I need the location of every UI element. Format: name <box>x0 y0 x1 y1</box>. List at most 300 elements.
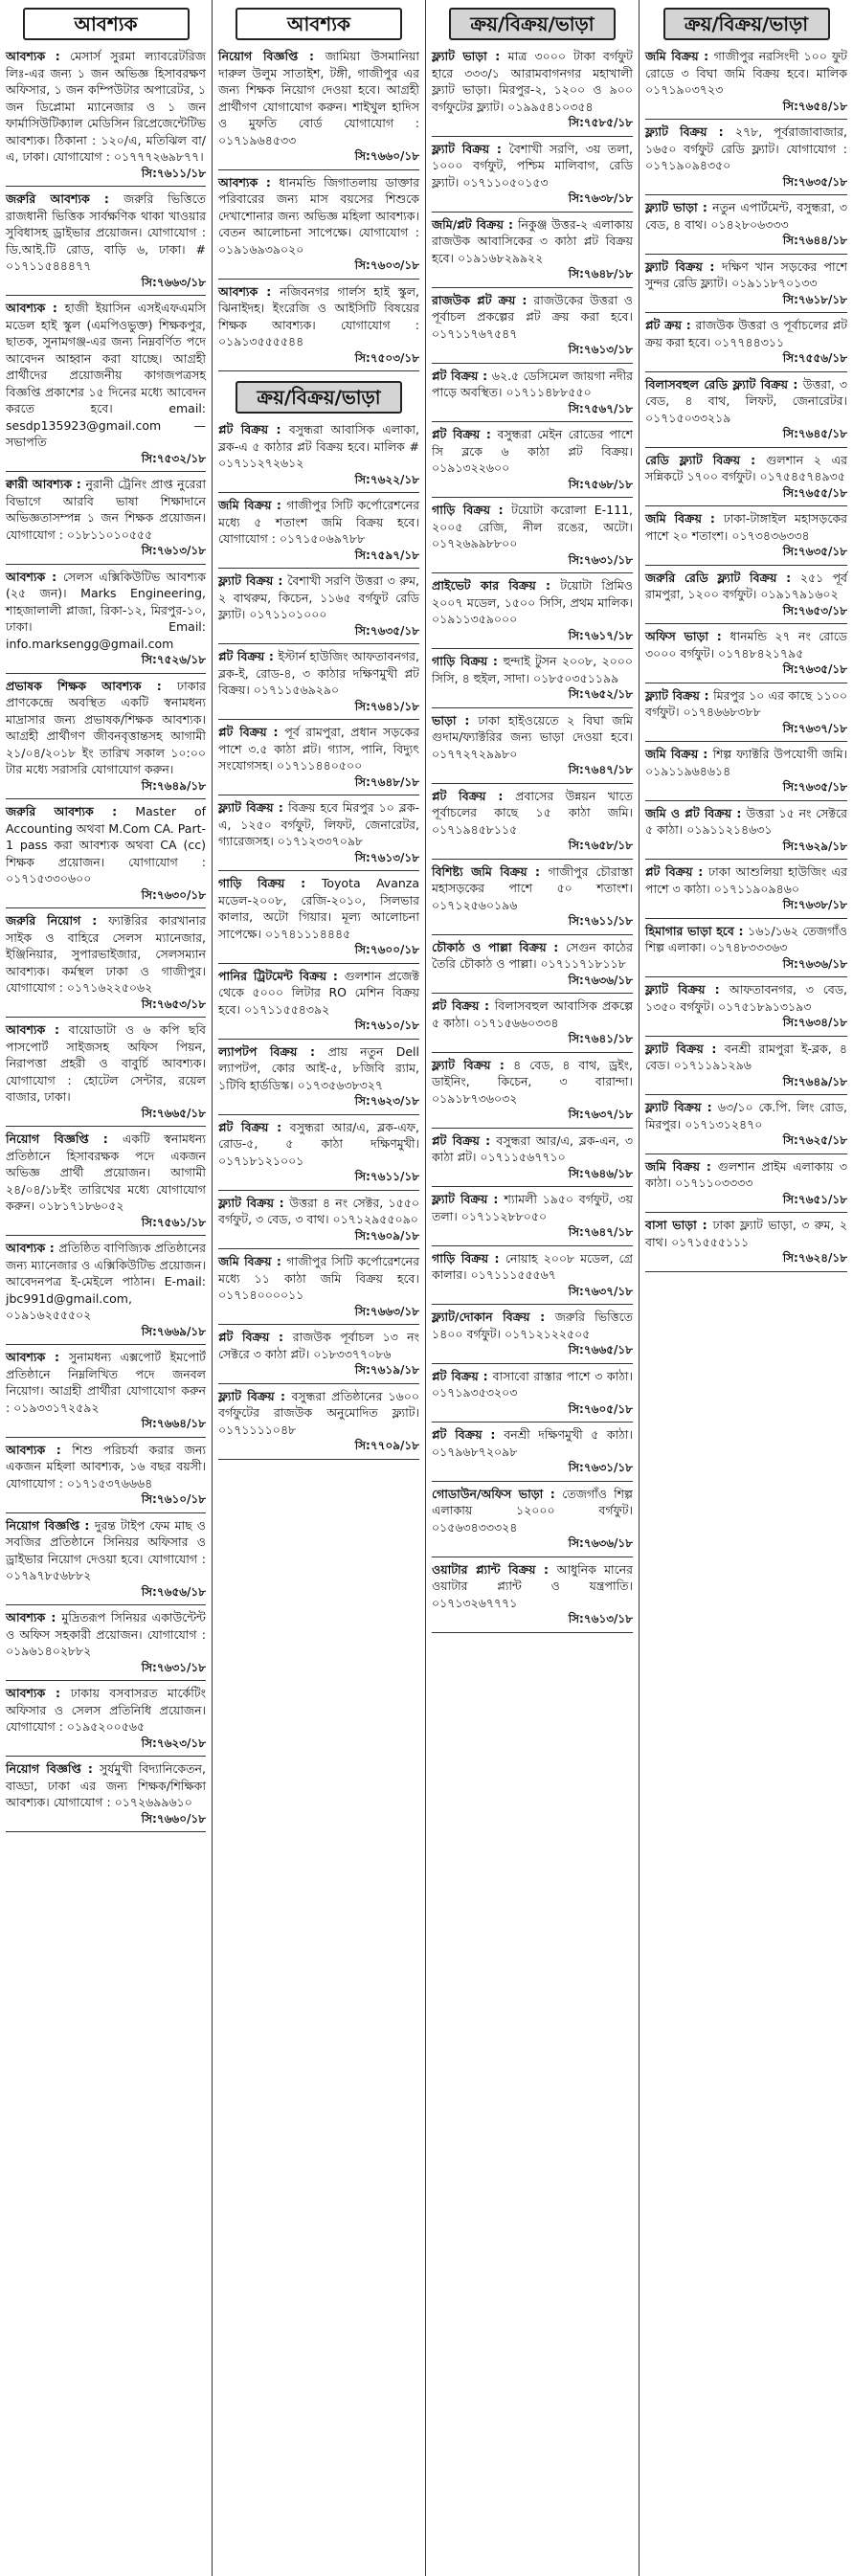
ad-reference-code: সি:৭৬০০/১৮ <box>354 943 419 956</box>
ad-divider <box>6 1437 206 1438</box>
ad-heading: গাড়ি বিক্রয় : <box>432 503 512 517</box>
ad-heading: জমি বিক্রয় : <box>645 49 714 63</box>
ad-heading: প্লট বিক্রয় : <box>218 725 285 739</box>
ad-reference-code: সি:৭৬৩১/১৮ <box>141 1660 206 1674</box>
ad-reference-code: সি:৭৬১৭/১৮ <box>568 628 633 642</box>
classified-ad <box>6 1685 206 1752</box>
ad-heading: প্রাইভেট কার বিক্রয় : <box>432 578 561 593</box>
ad-body: রাজউক পূর্বাচল ১৩ নং সেক্টরে ৩ কাঠা প্লট। ০১৮৩৩৭৭০৮৬ <box>218 1330 420 1361</box>
ad-divider <box>6 907 206 908</box>
ad-heading: রাজউক প্লট ক্রয় : <box>432 292 534 307</box>
ad-body: বিলাসবহুল আবাসিক প্রকল্পে ৫ কাঠা। ০১৭১৫৬৬০৩৩৪ <box>432 998 633 1030</box>
classified-ad <box>432 1486 633 1553</box>
ad-divider <box>218 568 419 569</box>
ad-heading: বিশিষ্ট্য জমি বিক্রয় : <box>432 863 549 879</box>
classified-ad <box>218 1195 419 1245</box>
ad-body: নিকুঞ্জ উত্তর-২ এলাকায় রাজউক আবাসিকের ৩ কাঠা প্লট বিক্রয় হবে। ০১৯১৬৮২৯৯২২ <box>432 216 633 265</box>
ad-body: হাজী ইয়াসিন এসইএফএমসি মডেল হাই স্কুল (এমপিওভুক্ত) শিক্ষকপুর, ছাতক, সুনামগঞ্জ-এর জন্য নিম্নবর্ণিত পদে আবেদন আহ্বান করা যাচ্ছে। আগ্রহী প্রার্থীদের প্রয়োজনীয় কাগজপত্রসহ বিজ্ঞপ্তি প্রকাশের ১৫ দিনের মধ্যে আবেদন করতে হবে। email: sesdp135923@gmail.com —সভাপতি <box>6 301 206 449</box>
classified-ad <box>432 1368 633 1419</box>
ad-divider <box>432 1304 633 1305</box>
ad-body: মিরপুর ১০ এর কাছে ১১০০ বর্গফুট। ০১৭৪৬৬৮৩৮৮ <box>645 687 847 719</box>
ad-divider <box>645 859 847 860</box>
ad-heading: আবশ্যক : <box>6 49 71 63</box>
section-header-wanted: আবশ্যক <box>23 8 190 40</box>
ad-divider <box>218 1459 419 1460</box>
ad-heading: অফিস ভাড়া : <box>645 629 730 643</box>
ad-divider <box>645 505 847 506</box>
classified-ad <box>218 1253 419 1320</box>
ad-heading: গাড়ি বিক্রয় : <box>218 876 322 890</box>
ad-heading: ফ্ল্যাট বিক্রয় : <box>218 800 289 815</box>
ad-reference-code: সি:৭৬৬০/১৮ <box>354 149 419 163</box>
ad-heading: ফ্ল্যাট বিক্রয় : <box>218 573 288 588</box>
ad-heading: আবশ্যক : <box>218 174 280 190</box>
ad-divider <box>645 741 847 742</box>
section-header-wanted: আবশ্যক <box>236 8 402 40</box>
ad-reference-code: সি:৭৬৫৮/১৮ <box>568 839 633 852</box>
ad-divider <box>432 1363 633 1364</box>
classified-ad <box>432 1250 633 1301</box>
classified-ad <box>218 648 419 715</box>
classified-ad <box>432 788 633 855</box>
ad-heading: নিয়োগ বিজ্ঞপ্তি : <box>6 1131 123 1146</box>
section-header-buy-sell-rent: ক্রয়/বিক্রয়/ভাড়া <box>449 8 616 40</box>
classified-ad <box>6 190 206 291</box>
classified-ad <box>645 628 847 679</box>
ad-heading: প্লট ক্রয় : <box>645 318 696 332</box>
ad-heading: জরুরি নিয়োগ : <box>6 913 109 928</box>
ad-body: তেজগাঁও শিল্প এলাকায় ১২০০০ বর্গফুট। ০১৫৬৩৪৩৩৩২৪ <box>432 1486 633 1534</box>
ad-divider <box>218 719 419 720</box>
ad-divider <box>645 312 847 313</box>
ad-reference-code: সি:৭৬২৩/১৮ <box>354 1094 419 1108</box>
classified-ad <box>432 712 633 779</box>
ad-reference-code: সি:৭৫২৬/১৮ <box>141 653 206 666</box>
ad-body: নতুন এপার্টমেন্ট, বসুন্ধরা, ৩ বেড, ৪ বাথ। ০১৪২৮০৬৩৩৩ <box>645 200 848 232</box>
ad-heading: প্লট বিক্রয় : <box>432 427 498 441</box>
classified-ad <box>432 1132 633 1183</box>
ad-reference-code: সি:৭৬৩৪/১৮ <box>782 1016 847 1029</box>
ad-divider <box>645 371 847 372</box>
classified-ad <box>645 746 847 796</box>
ad-body: শিল্প ফ্যাক্টরি উপযোগী জমি। ০১৯১১৯৬৪৬১৪ <box>645 747 847 778</box>
ad-heading: জমি বিক্রয় : <box>218 1254 287 1268</box>
ad-reference-code: সি:৭৬৩৮/১৮ <box>568 191 633 205</box>
classified-ad <box>645 1099 847 1150</box>
ad-reference-code: সি:৭৫৬৭/১৮ <box>568 401 633 415</box>
classified-ad <box>432 1426 633 1477</box>
ad-body: ১৬১/১৬২ তেজগাঁও শিল্প এলাকা। ০১৭৪৮৩৩৩৬৩ <box>645 923 847 954</box>
ad-body: গুলশান প্রাইম এলাকায় ৩ কাঠা। ০১৭১১০৩৩৩৩ <box>645 1158 847 1190</box>
ad-body: গুলশান প্রজেক্ট থেকে ৫০০০ লিটার RO মেশিন বিক্রয় হবে। ০১৭১১৫৫৪৩৯২ <box>218 968 420 1017</box>
classified-ad <box>645 452 847 503</box>
ad-reference-code: সি:৭৬৪১/১৮ <box>568 1032 633 1045</box>
ad-body: আধুনিক মানের ওয়াটার প্ল্যান্ট ও যন্ত্রপাতি। ০১৭১৩২৬৭৭৭১ <box>432 1561 633 1610</box>
classified-ad <box>6 1760 206 1827</box>
ad-heading: ফ্ল্যাট ভাড়া : <box>432 49 508 63</box>
ad-divider <box>6 1512 206 1513</box>
ad-divider <box>6 564 206 565</box>
ad-body: সেগুন কাঠের তৈরি চৌকাঠ ও পাল্লা। ০১৭১১৭১৮১১৮ <box>432 939 633 971</box>
classified-ad <box>218 1119 419 1186</box>
ad-reference-code: সি:৭৬৩৫/১৮ <box>782 780 847 794</box>
ad-heading: ফ্ল্যাট বিক্রয় : <box>432 1192 505 1206</box>
ad-reference-code: সি:৭৬৩৬/১৮ <box>568 1536 633 1550</box>
ad-body: টয়োটা করোলা E-111, ২০০৫ রেজি, নীল রঙের, অটো। ০১৭২৬৯৯৮৮০০ <box>432 503 633 550</box>
ad-heading: বিলাসবহুল রেডি ফ্ল্যাট বিক্রয় : <box>645 376 803 392</box>
ad-divider <box>645 1036 847 1037</box>
ad-divider <box>6 1344 206 1345</box>
classified-ad <box>432 1057 633 1124</box>
ad-body: সেলস এক্সিকিউটিভ আবশ্যক (২৫ জন)। Marks Engineering, শাহজালালী প্লাজা, রিকা-১২, মিরপুর-১০, ঢাকা। Email: info.marksengg@gmail.com <box>6 569 206 651</box>
ad-divider <box>432 497 633 498</box>
ad-divider <box>432 859 633 860</box>
ad-heading: প্লট বিক্রয় : <box>432 788 516 803</box>
ad-divider <box>6 798 206 799</box>
ad-divider <box>645 254 847 255</box>
ad-divider <box>432 136 633 137</box>
ad-divider <box>645 194 847 195</box>
ad-divider <box>6 1017 206 1018</box>
ad-heading: আবশ্যক : <box>6 1241 59 1255</box>
ad-divider <box>432 572 633 573</box>
classified-ad <box>218 421 419 488</box>
ad-reference-code: সি:৭৬৩০/১৮ <box>141 887 206 902</box>
ad-list-col2-top <box>218 48 419 371</box>
ad-divider <box>645 976 847 977</box>
classified-ad <box>432 1309 633 1359</box>
ad-divider <box>645 565 847 566</box>
ad-reference-code: সি:৭৬২৪/১৮ <box>782 1251 847 1265</box>
ad-heading: জরুরি রেডি ফ্ল্যাট বিক্রয় : <box>645 570 800 585</box>
ad-divider <box>218 870 419 871</box>
classified-ad <box>645 48 847 115</box>
ad-reference-code: সি:৭৬৫৩/১৮ <box>782 603 847 617</box>
classified-ad <box>218 1043 419 1110</box>
section-header-buy-sell-rent: ক্রয়/বিক্রয়/ভাড়া <box>236 381 402 414</box>
ad-reference-code: সি:৭৬০৯/১৮ <box>354 1228 419 1243</box>
classified-ad <box>218 799 419 866</box>
ad-heading: গাড়ি বিক্রয় : <box>432 1250 505 1266</box>
ad-divider <box>6 673 206 674</box>
classified-ad <box>645 317 847 368</box>
ad-heading: জরুরি আবশ্যক : <box>6 804 136 818</box>
ad-heading: প্লট বিক্রয় : <box>432 368 492 383</box>
ad-list-col2-bottom <box>218 421 419 1460</box>
ad-body: বনশ্রী দক্ষিণমুখী ৫ কাঠা। ০১৭৯৬৮৭২০৯৮ <box>432 1427 633 1459</box>
ad-body: জরুরি ভিত্তিতে ১৪০০ বর্গফুট। ০১৭১২১২২৫০৫ <box>432 1310 633 1341</box>
classified-ad <box>432 502 633 569</box>
column-4 <box>640 0 853 2576</box>
ad-heading: ফ্ল্যাট বিক্রয় : <box>645 258 722 274</box>
classified-ad <box>645 258 847 309</box>
ad-body: বায়োডাটা ও ৬ কপি ছবি পাসপোর্ট সাইজসহ অফিস পিয়ন, নিরাপত্তা প্রহরী ও বাবুর্চি আবশ্যক। যোগাযোগ : হোটেল সেন্টার, রয়েল বাজার, ঢাকা। <box>6 1022 206 1104</box>
ad-divider <box>645 918 847 919</box>
ad-reference-code: সি:৭৬৩৭/১৮ <box>568 1108 633 1121</box>
ad-reference-code: সি:৭৬১১/১৮ <box>568 914 633 928</box>
ad-body: শিশু পরিচর্যা করার জন্য একজন মহিলা আবশ্যক, ১৬ বছর বয়সী। যোগাযোগ : ০১৭১৫৩৭৬৬৬৪ <box>6 1442 206 1490</box>
ad-body: জামিয়া উসমানিয়া দারুল উলুম সাতাইশ, টঙ্গী, গাজীপুর এর জন্য শিক্ষক নিয়োগ দেওয়া হবে। আগ্রহী প্রার্থীগণ যোগাযোগ করুন। শাইখুল হাদিস ও মুফতি বোর্ড যোগাযোগ : ০১৭১৯৬৪৫৩৩ <box>218 49 419 147</box>
ad-body: প্রতিষ্ঠিত বাণিজ্যিক প্রতিষ্ঠানের জন্য ম্যানেজার ও এক্সিকিউটিভ প্রয়োজন। আবেদনপত্র ই-মেইলে পাঠান। E-mail: jbc991d@gmail.com, ০১৯১৬২৫৫৫০২ <box>6 1241 206 1322</box>
classified-ad <box>432 577 633 644</box>
ad-reference-code: সি:৭৬১১/১৮ <box>141 166 206 180</box>
ad-reference-code: সি:৭৬৫৬/১৮ <box>141 1584 206 1599</box>
classified-ad <box>6 803 206 904</box>
ad-divider <box>6 1831 206 1832</box>
ad-reference-code: সি:৭৬২২/১৮ <box>354 472 419 486</box>
ad-reference-code: সি:৭৬২৯/১৮ <box>782 839 847 853</box>
ad-body: রাজউক উত্তরা ও পূর্বাচলের প্লট ক্রয় করা হবে। ০১৭৭৪৪৩১১ <box>645 318 848 349</box>
ad-list-col3 <box>432 48 633 1633</box>
ad-body: বনশ্রী রামপুরা ই-ব্লক, ৪ বেড। ০১৭১১৯১২৯৬ <box>645 1041 847 1072</box>
ad-reference-code: সি:৭৬৩৫/১৮ <box>354 623 419 638</box>
ad-reference-code: সি:৭৬৬৯/১৮ <box>141 1324 206 1338</box>
ad-heading: আবশ্যক : <box>218 283 281 299</box>
ad-body: একটি স্বনামধন্য প্রতিষ্ঠানে হিসাবরক্ষক পদে একজন অভিজ্ঞ প্রার্থী প্রয়োজন। আগামী ২৪/০৪/১৮ইং তারিখের মধ্যে যোগাযোগ করুন। ০১৮১৭১৮৬০৫২ <box>6 1131 206 1213</box>
ad-reference-code: সি:৭৬৩৫/১৮ <box>782 545 847 558</box>
ad-body: নোয়াহ ২০০৮ মডেল, গ্রে কালার। ০১৭১১১৫৫৫৬৭ <box>432 1250 633 1282</box>
classified-ad <box>432 939 633 990</box>
ad-divider <box>432 1186 633 1187</box>
ad-divider <box>6 1235 206 1236</box>
ad-heading: রেডি ফ্ল্যাট বিক্রয় : <box>645 452 767 467</box>
ad-body: ঢাকা-টাঙ্গাইল মহাসড়কের পাশে ২০ শতাংশ। ০১৭৩৪৩৬৩৩৪ <box>645 511 847 543</box>
ad-heading: আবশ্যক : <box>6 1610 62 1624</box>
ad-heading: জমি বিক্রয় : <box>218 498 287 512</box>
ad-reference-code: সি:৭৬১০/১৮ <box>354 1019 419 1032</box>
classified-ad <box>645 1041 847 1091</box>
ad-divider <box>6 295 206 296</box>
ad-heading: জমি/প্লট বিক্রয় : <box>432 216 518 232</box>
ad-body: বসুন্ধরা প্রতিষ্ঠানের ১৬০০ বর্গফুটের রাজউক অনুমোদিত ফ্ল্যাট। ০১৭১১১১০৪৮ <box>218 1388 419 1437</box>
ad-divider <box>432 648 633 649</box>
ad-divider <box>6 471 206 472</box>
ad-reference-code: সি:৭৫০৩/১৮ <box>354 350 419 365</box>
classified-ad <box>645 1217 847 1267</box>
ad-heading: প্লট বিক্রয় : <box>218 1119 290 1134</box>
classified-ad <box>218 572 419 639</box>
classified-ad <box>6 476 206 560</box>
ad-divider <box>645 1271 847 1272</box>
ad-divider <box>432 1052 633 1053</box>
ad-reference-code: সি:৭৬৪৮/১৮ <box>354 774 419 789</box>
ad-divider <box>218 1039 419 1040</box>
ad-reference-code: সি:৭৬৩৭/১৮ <box>568 1284 633 1298</box>
ad-heading: পানির ট্রিটমেন্ট বিক্রয় : <box>218 968 345 983</box>
ad-body: ৪ বেড, ৪ বাথ, ড্রইং, ডাইনিং, কিচেন, ৩ বারান্দা। ০১৯১৮৭৩৬০৩২ <box>432 1057 633 1106</box>
classified-ad <box>218 1329 419 1379</box>
ad-reference-code: সি:৭৫৬১/১৮ <box>141 1215 206 1229</box>
ad-reference-code: সি:৭৬৪৪/১৮ <box>782 234 847 247</box>
ad-heading: আবশ্যক : <box>6 1442 73 1457</box>
ad-body: বসুন্ধরা আর/এ, ব্লক-এন, ৩ কাঠা প্লট। ০১৭১১৫৬৭৭১০ <box>432 1132 633 1164</box>
classified-ad <box>432 1191 633 1242</box>
ad-body: উত্তরা ১৫ নং সেক্টরে ৫ কাঠা। ০১৯১১২১৪৬৩১ <box>645 805 847 837</box>
ad-body: গাজীপুর চৌরাস্তা মহাসড়কের পাশে ৫০ শতাংশ। ০১৭১২৫৬০১৯৬ <box>432 863 633 912</box>
ad-heading: জমি বিক্রয় : <box>645 1158 718 1174</box>
ad-body: ঢাকায় বসবাসরত মার্কেটিং অফিসার ও সেলস প্রতিনিধি প্রয়োজন। যোগাযোগ : ০১৯৫২০০৫৬৫ <box>6 1686 206 1734</box>
ad-heading: আবশ্যক : <box>6 569 63 584</box>
ad-body: গুলশান ২ এর সন্নিকটে ১৭০০ বর্গফুট। ০১৭৫৪৫৭৪৯৩৫ <box>645 452 848 483</box>
ad-heading: জমি ও প্লট বিক্রয় : <box>645 805 747 820</box>
classified-ad <box>432 426 633 493</box>
classified-ad <box>6 912 206 1013</box>
ad-body: গাজীপুর সিটি কর্পোরেশনের মধ্যে ১১ কাঠা জমি বিক্রয় হবে। ০১৭১৪০০০০১১ <box>218 1254 420 1302</box>
ad-body: জরুরি ভিত্তিতে রাজধানী ভিত্তিক সার্বক্ষণিক থাকা খাওয়ার সুবিধাসহ ড্রাইভার প্রয়োজন। যোগাযোগ : ডি.আই.টি রোড, বাড়ি ৬, ঢাকা। # ০১৭১১৫৪৪৪৭৭ <box>6 191 206 273</box>
ad-heading: প্লট বিক্রয় : <box>432 1368 493 1383</box>
ad-heading: আবশ্যক : <box>6 301 65 315</box>
ad-heading: ফ্ল্যাট বিক্রয় : <box>218 1195 290 1210</box>
ad-body: টয়োটা প্রিমিও ২০০৭ মডেল, ১৫০০ সিসি, প্রথম মালিক। ০১৯১১৩৫৯০০০ <box>432 578 633 626</box>
ad-reference-code: সি:৭৬৪৭/১৮ <box>568 763 633 776</box>
ad-body: ঢাকা ফ্ল্যাট ভাড়া, ৩ রুম, ২ বাথ। ০১৭১৫৫৫১১১ <box>645 1218 847 1249</box>
ad-divider <box>432 707 633 708</box>
ad-reference-code: সি:৭৬১৩/১৮ <box>568 1612 633 1625</box>
column-1 <box>0 0 213 2576</box>
ad-heading: ল্যাপটপ বিক্রয় : <box>218 1043 328 1059</box>
ad-reference-code: সি:৭৬৬০/১৮ <box>141 1811 206 1826</box>
ad-reference-code: সি:৭৬৬৫/১৮ <box>141 1106 206 1120</box>
ad-reference-code: সি:৭৬৩৮/১৮ <box>782 898 847 911</box>
classified-ad <box>6 1517 206 1602</box>
ad-body: বসুন্ধরা আবাসিক এলাকা, ব্লক-এ ৫ কাঠার প্লট বিক্রয় হবে। মালিক # ০১৭১১২৭২৬১২ <box>218 422 419 470</box>
ad-reference-code: সি:৭৬৬৩/১৮ <box>354 1304 419 1318</box>
ad-body: রাজউকের উত্তরা ও পূর্বাচল প্রকল্পের প্লট ক্রয় করা হবে। ০১৭১১৭৬৭৫৪৭ <box>432 292 634 341</box>
ad-reference-code: সি:৭৫৩২/১৮ <box>141 451 206 465</box>
classified-ad <box>645 863 847 914</box>
classified-ad <box>6 1240 206 1340</box>
ad-reference-code: সি:৭৬৩৫/১৮ <box>782 174 847 189</box>
ad-body: গাজীপুর নরসিংদী ১০০ ফুট রোডে ৩ বিঘা জমি বিক্রয় হবে। মালিক ০১৭১৯০৩৭২৩ <box>645 49 847 97</box>
ad-body: নুরানী ট্রেনিং প্রাপ্ত নুরেরা বিভাগে আরবি ভাষা শিক্ষাদানে অভিজ্ঞতাসম্পন্ন ১ জন শিক্ষক প্রয়োজন। যোগাযোগ : ০১৮১১০১০৫৫৫ <box>6 477 206 542</box>
ad-heading: ফ্ল্যাট বিক্রয় : <box>218 1388 292 1403</box>
classified-ad <box>218 174 419 275</box>
ad-reference-code: সি:৭৬৩৬/১৮ <box>782 956 847 971</box>
ad-reference-code: সি:৭৬৫২/১৮ <box>568 687 633 701</box>
ad-heading: প্লট বিক্রয় : <box>432 1132 497 1148</box>
ad-body: ২৫১ পূর্ব রামপুরা, ১২০০ বর্গফুট। ০১৯১৭৯১৬০২ <box>645 570 848 601</box>
ad-body: মুদ্রিতরূপ সিনিয়র একাউন্টেন্ট ও অফিস সহকারী প্রয়োজন। যোগাযোগ : ০১৯৬১৪০২৮৮২ <box>6 1610 206 1658</box>
ad-body: দক্ষিণ খান সড়কের পাশে সুন্দর রেডি ফ্ল্যাট। ০১৯১১৮৭০১৩৩ <box>645 258 847 290</box>
ad-body: মেসার্স সুরমা ল্যাবরেটরিজ লিঃ-এর জন্য ১ জন অভিজ্ঞ হিসাবরক্ষণ অফিসার, ১ জন কম্পিউটার অপারেটর, ১ জন ডিপ্লোমা ম্যানেজার ও ১ জন ফার্মাসিউটিক্যাল মেডিসিন রিপ্রেজেন্টেটিভ আবশ্যক। ঠিকানা : ১২০/এ, মতিঝিল বা/এ, ঢাকা। যোগাযোগ : ০১৭৭৭২৬৯৮৭৭। <box>6 49 206 164</box>
classified-ad <box>6 1021 206 1122</box>
classified-ad <box>6 48 206 182</box>
classified-ad <box>432 997 633 1048</box>
ad-reference-code: সি:৭৬৬৪/১৮ <box>141 1417 206 1430</box>
ad-reference-code: সি:৭৬১৩/১৮ <box>141 544 206 557</box>
ad-heading: ফ্ল্যাট বিক্রয় : <box>645 1100 718 1114</box>
ad-divider <box>218 963 419 964</box>
ad-divider <box>432 212 633 213</box>
classified-ad <box>645 123 847 190</box>
ad-body: ফ্যাক্টরির কারখানার সাইক ও বাহিরে সেলস ম্যানেজার, ইঞ্জিনিয়ার, সুপারভাইজার, সেলসম্যান আবশ্যক। কর্মস্থল ঢাকা ও গাজীপুর। যোগাযোগ : ০১৭১৬২২৫০৬২ <box>6 913 206 995</box>
ad-heading: জমি বিক্রয় : <box>645 511 724 526</box>
ad-body: Toyota Avanza মডেল-২০০৮, রেজি-২০১০, সিলভার কালার, অটো গিয়ার। মূল্য আলোচনা সাপেক্ষে। ০১৭৪১১১৪৪৪৫ <box>218 876 419 941</box>
ad-reference-code: সি:৭৬২৫/১৮ <box>782 1133 847 1147</box>
ad-reference-code: সি:৭৬১৯/১৮ <box>354 1363 419 1377</box>
ad-divider <box>645 119 847 120</box>
ad-body: ইস্টার্ন হাউজিং আফতাবনগর, ব্লক-ই, রোড-৪, ৩ কাঠার দক্ষিণমুখী প্লট বিক্রয়। ০১৭১১৫৬৯২৯০ <box>218 649 419 697</box>
ad-divider <box>218 1383 419 1384</box>
classified-ad <box>645 805 847 856</box>
ad-divider <box>432 934 633 935</box>
classified-ad <box>645 687 847 738</box>
ad-body: বৈশাখী সরণি উত্তরা ৩ রুম, ২ বাথরুম, কিচেন, ১১৬৫ বর্গফুট রেডি ফ্ল্যাট। ০১৭১১০১০০০ <box>218 573 419 621</box>
ad-divider <box>432 1128 633 1129</box>
ad-list-col1 <box>6 48 206 1832</box>
classified-ad <box>432 863 633 930</box>
ad-reference-code: সি:৭৬৫৪/১৮ <box>782 99 847 113</box>
classified-ad <box>645 981 847 1032</box>
ad-list-col4 <box>645 48 847 1272</box>
ad-divider <box>6 1756 206 1757</box>
ad-reference-code: সি:৭৬৫১/১৮ <box>782 1192 847 1206</box>
ad-divider <box>218 1114 419 1115</box>
ad-heading: হিমাগার ভাড়া হবে : <box>645 923 749 938</box>
ad-heading: ফ্ল্যাট বিক্রয় : <box>645 687 714 703</box>
ad-divider <box>218 1248 419 1249</box>
classified-ad <box>432 292 633 359</box>
ad-body: ৬২.৫ ডেসিমেল জায়গা নদীর পাড়ে অবস্থিত। ০১৭১১৪৮৮৫৫০ <box>432 368 633 399</box>
ad-body: মাত্র ৩০০০ টাকা বর্গফুট হারে ৩৩৩/১ আরামবাগনগর মহাখালী ফ্ল্যাট ভাড়া। মিরপুর-২, ১২০০ ও ৯০০ বর্গফুটের ফ্ল্যাট। ০১৯৯৫৪১০৩৫৪ <box>432 49 633 114</box>
ad-divider <box>432 783 633 784</box>
ad-body: ধানমন্ডি ২৭ নং রোডে ৩০০০ বর্গফুট। ০১৭৪৮৪২১৭৯৫ <box>645 629 847 661</box>
ad-reference-code: সি:৭৫৮৫/১৮ <box>568 116 633 129</box>
ad-divider <box>432 1481 633 1482</box>
ad-body: ধানমন্ডি জিগাতলায় ডাক্তার পরিবারের জন্য মাস বয়সের শিশুকে দেখাশোনার জন্য অভিজ্ঞ মহিলা আবশ্যক। বেতন আলোচনা সাপেক্ষে। যোগাযোগ : ০১৯১৬৯৩৯০২০ <box>218 174 419 257</box>
ad-reference-code: সি:৭৬৪১/১৮ <box>354 699 419 713</box>
ad-body: সুনামধন্য এক্সপোর্ট ইমপোর্ট প্রতিষ্ঠানে নিম্নলিখিত পদে জনবল নিয়োগ। আগ্রহী প্রার্থীরা যোগাযোগ করুন : ০১৯৩৩১৭২৫৯২ <box>6 1350 206 1415</box>
ad-reference-code: সি:৭৬৬৩/১৮ <box>141 275 206 289</box>
ad-body: বৈশাখী সরণি, ৩য় তলা, ১০০০ বর্গফুট, পশ্চিম মালিবাগ, রেডি ফ্ল্যাট। ০১৭১১০৫০১৫৩ <box>432 141 633 190</box>
ad-divider <box>645 800 847 801</box>
ad-reference-code: সি:৭৫৯৭/১৮ <box>354 548 419 562</box>
ad-divider <box>432 421 633 422</box>
classified-ad <box>645 376 847 443</box>
ad-body: Master of Accounting অথবা M.Com CA. Part-1 pass করা আবশ্যক অথবা CA (cc) শিক্ষক প্রয়োজন। যোগাযোগ : ০১৭১৫৩৩০৬০০ <box>6 804 206 885</box>
ad-heading: প্লট বিক্রয় : <box>645 864 709 879</box>
classified-ad <box>6 678 206 795</box>
ad-heading: নিয়োগ বিজ্ঞপ্তি : <box>218 49 325 63</box>
ad-heading: জরুরি আবশ্যক : <box>6 191 124 206</box>
ad-heading: বাসা ভাড়া : <box>645 1218 713 1232</box>
ad-heading: ফ্ল্যাট বিক্রয় : <box>645 124 735 139</box>
ad-heading: ভাড়া : <box>432 712 479 728</box>
ad-body: হুন্দাই টুসন ২০০৮, ২০০০ সিসি, ৪ হুইল, সাদা। ০১৮৫০৩৫১১৯৯ <box>432 654 633 685</box>
ad-body: ২৭৮, পূর্বরাজাবাজার, ১৬৫০ বর্গফুট রেডি ফ্ল্যাট। যোগাযোগ : ০১৭১৯০৯৪৩৫০ <box>645 124 847 172</box>
ad-heading: প্লট বিক্রয় : <box>432 1427 505 1442</box>
ad-divider <box>218 370 419 371</box>
ad-reference-code: সি:৭৬৪৬/১৮ <box>568 1166 633 1180</box>
ad-reference-code: সি:৭৬১৩/১৮ <box>354 850 419 864</box>
ad-reference-code: সি:৭৬৬৫/১৮ <box>568 1343 633 1356</box>
ad-body: নজিবনগর গার্লস হাই স্কুল, ঝিনাইদহ। ইংরেজি ও আইসিটি বিষয়ের শিক্ষক আবশ্যক। যোগাযোগ : ০১৯১৩৫৫৫৫৪৪ <box>218 283 419 348</box>
ad-reference-code: সি:৭৫৫৬/১৮ <box>782 351 847 365</box>
classified-ad <box>645 570 847 620</box>
ad-heading: নিয়োগ বিজ্ঞপ্তি : <box>6 1517 95 1533</box>
ad-reference-code: সি:৭৬০৩/১৮ <box>354 258 419 272</box>
ad-heading: আবশ্যক : <box>6 1686 71 1700</box>
ad-heading: প্লট বিক্রয় : <box>218 1330 293 1344</box>
ad-reference-code: সি:৭৬১৮/১৮ <box>782 292 847 306</box>
ad-body: বসুন্ধরা আর/এ, ব্লক-এফ, রোড-৫, ৫ কাঠা দক্ষিণমুখী। ০১৭১৮১২১০০১ <box>218 1119 419 1168</box>
ad-heading: গাড়ি বিক্রয় : <box>432 654 504 668</box>
classified-ad <box>432 368 633 418</box>
ad-heading: ফ্ল্যাট/দোকান বিক্রয় : <box>432 1310 555 1324</box>
ad-heading: ফ্ল্যাট বিক্রয় : <box>645 982 730 997</box>
ad-heading: প্রভাষক শিক্ষক আবশ্যক : <box>6 678 178 693</box>
ad-reference-code: সি:৭৬১৩/১৮ <box>568 343 633 356</box>
